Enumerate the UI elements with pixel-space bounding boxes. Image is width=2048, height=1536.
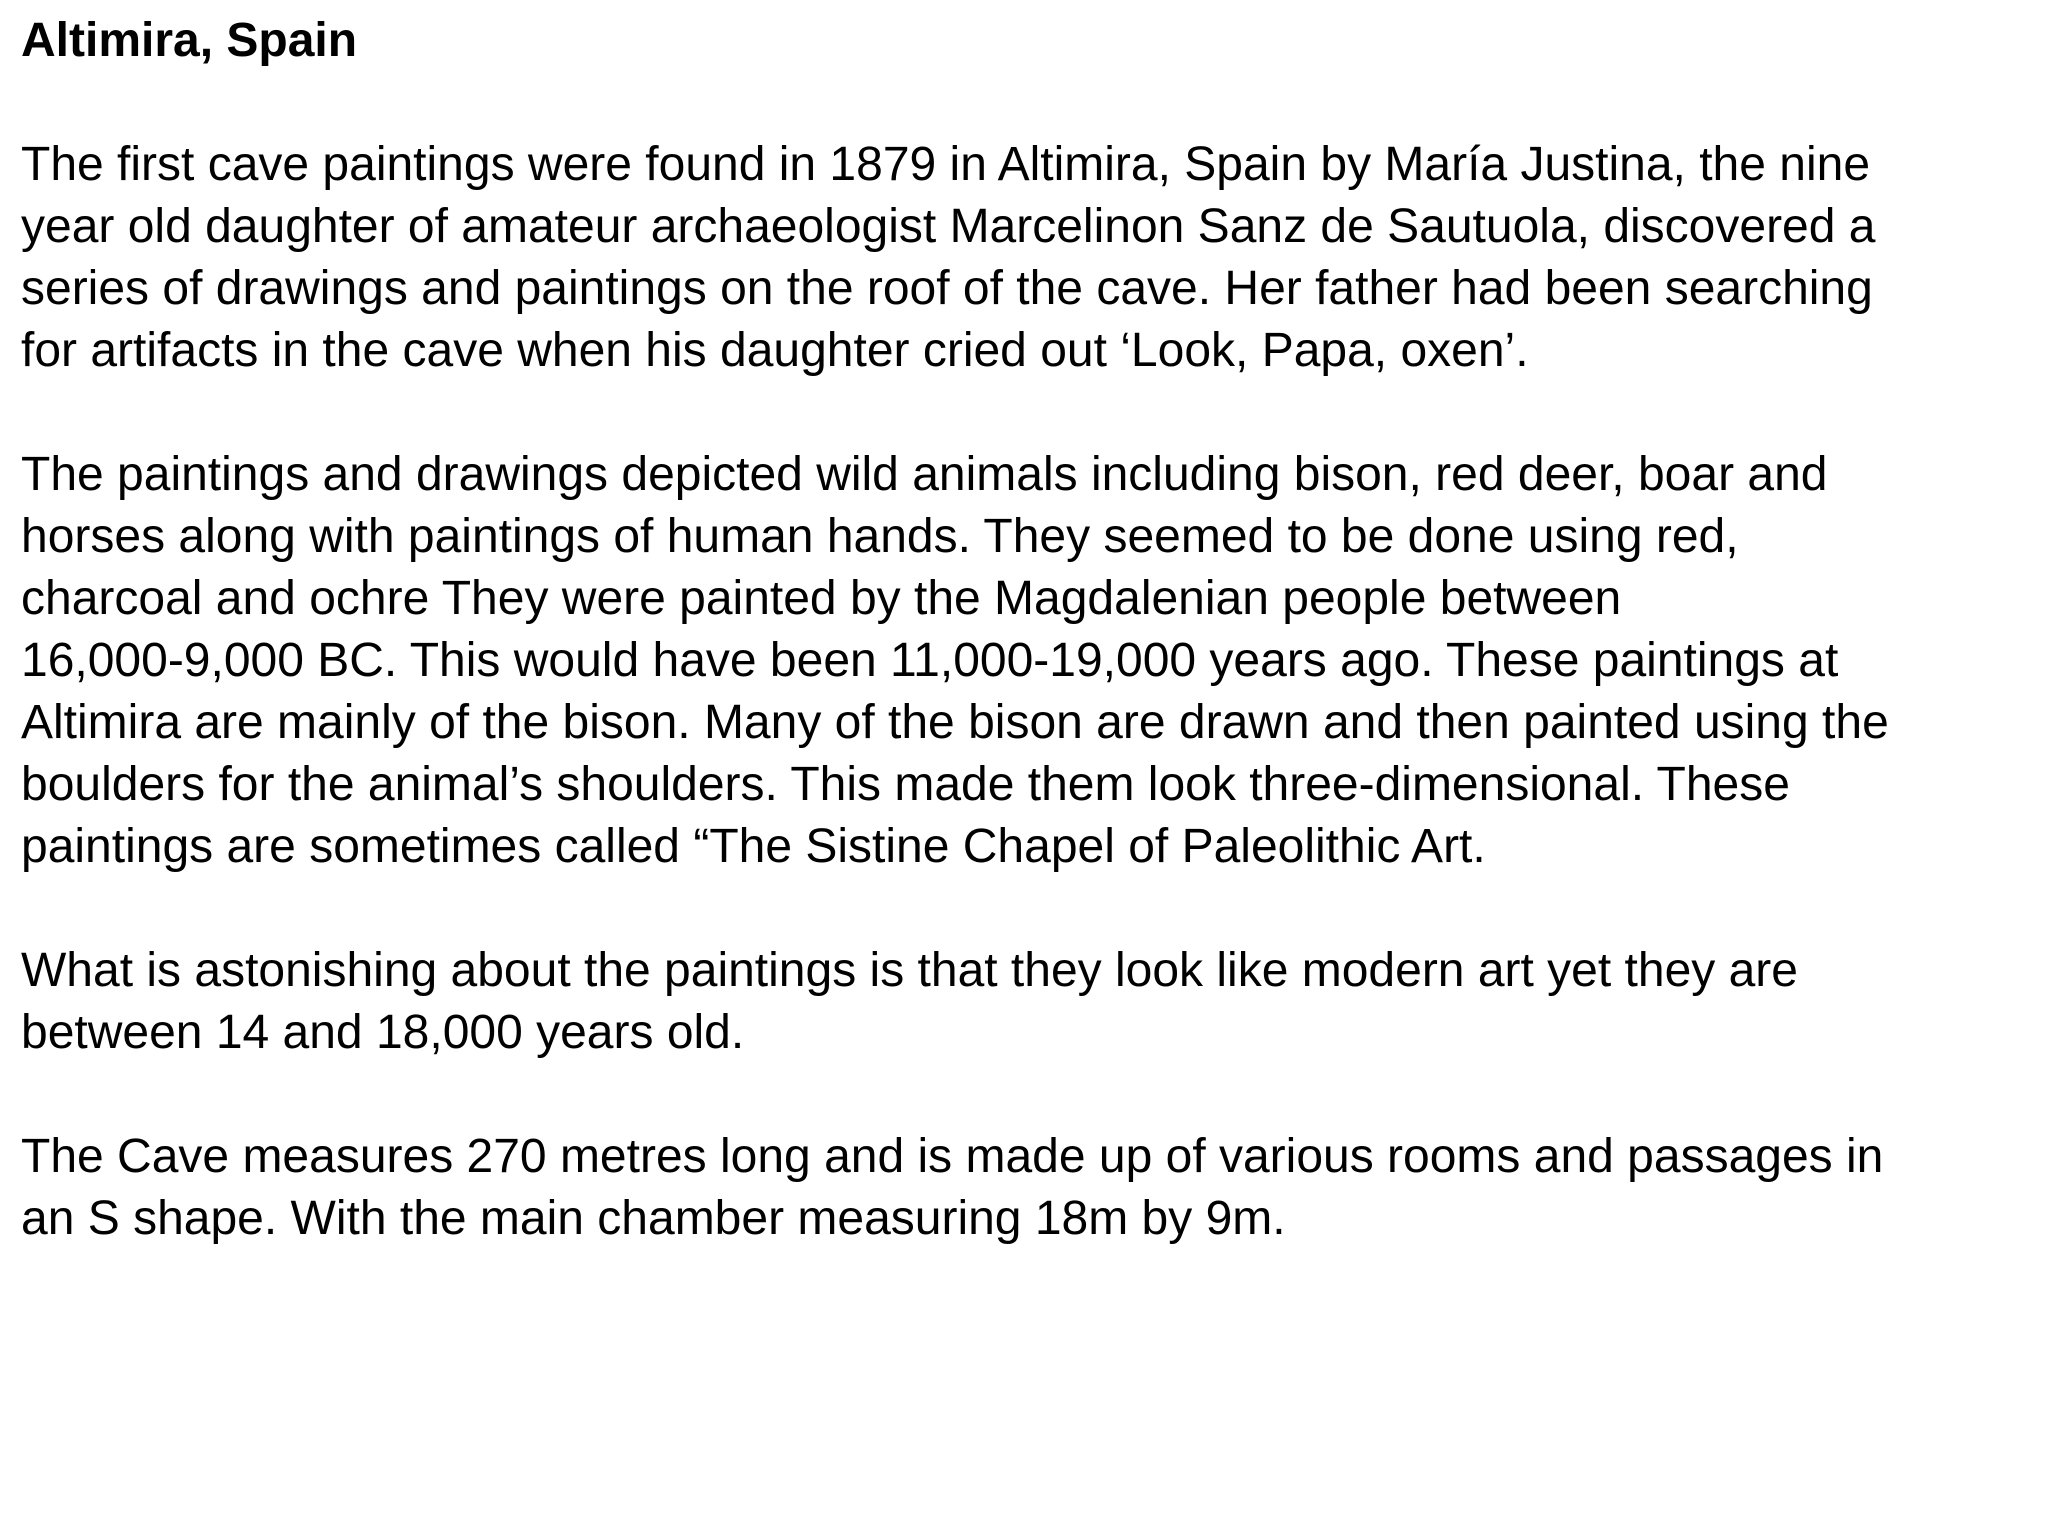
paragraph-cave-size (21, 1126, 2031, 1250)
paragraph-line: horses along with paintings of human hands. They seemed to be done using red, (21, 510, 1739, 563)
document-title: Altimira, Spain (21, 14, 358, 67)
paragraph-astonishing (21, 940, 2031, 1064)
paragraph-line: paintings are sometimes called “The Sistine Chapel of Paleolithic Art. (21, 820, 1486, 873)
paragraph-line: The Cave measures 270 metres long and is made up of various rooms and passages in (21, 1130, 1884, 1183)
paragraph-discovery (21, 134, 2031, 382)
paragraph-line: The paintings and drawings depicted wild animals including bison, red deer, boar and (21, 448, 1828, 501)
paragraph-line: series of drawings and paintings on the roof of the cave. Her father had been searching (21, 262, 1873, 315)
paragraph-line: boulders for the animal’s shoulders. This made them look three-dimensional. These (21, 758, 1790, 811)
paragraph-line: The first cave paintings were found in 1879 in Altimira, Spain by María Justina, the nine (21, 138, 1871, 191)
paragraph-line: What is astonishing about the paintings is that they look like modern art yet they are (21, 944, 1798, 997)
paragraph-line: Altimira are mainly of the bison. Many of the bison are drawn and then painted using the (21, 696, 1889, 749)
paragraph-line: an S shape. With the main chamber measuring 18m by 9m. (21, 1192, 1286, 1245)
paragraph-line: for artifacts in the cave when his daughter cried out ‘Look, Papa, oxen’. (21, 324, 1529, 377)
paragraph-line: year old daughter of amateur archaeologist Marcelinon Sanz de Sautuola, discovered a (21, 200, 1876, 253)
paragraph-line: charcoal and ochre They were painted by the Magdalenian people between (21, 572, 1622, 625)
paragraph-paintings (21, 444, 2031, 878)
paragraph-line: between 14 and 18,000 years old. (21, 1006, 745, 1059)
document-body (21, 10, 2031, 1312)
paragraph-line: 16,000-9,000 BC. This would have been 11,000-19,000 years ago. These paintings at (21, 634, 1839, 687)
